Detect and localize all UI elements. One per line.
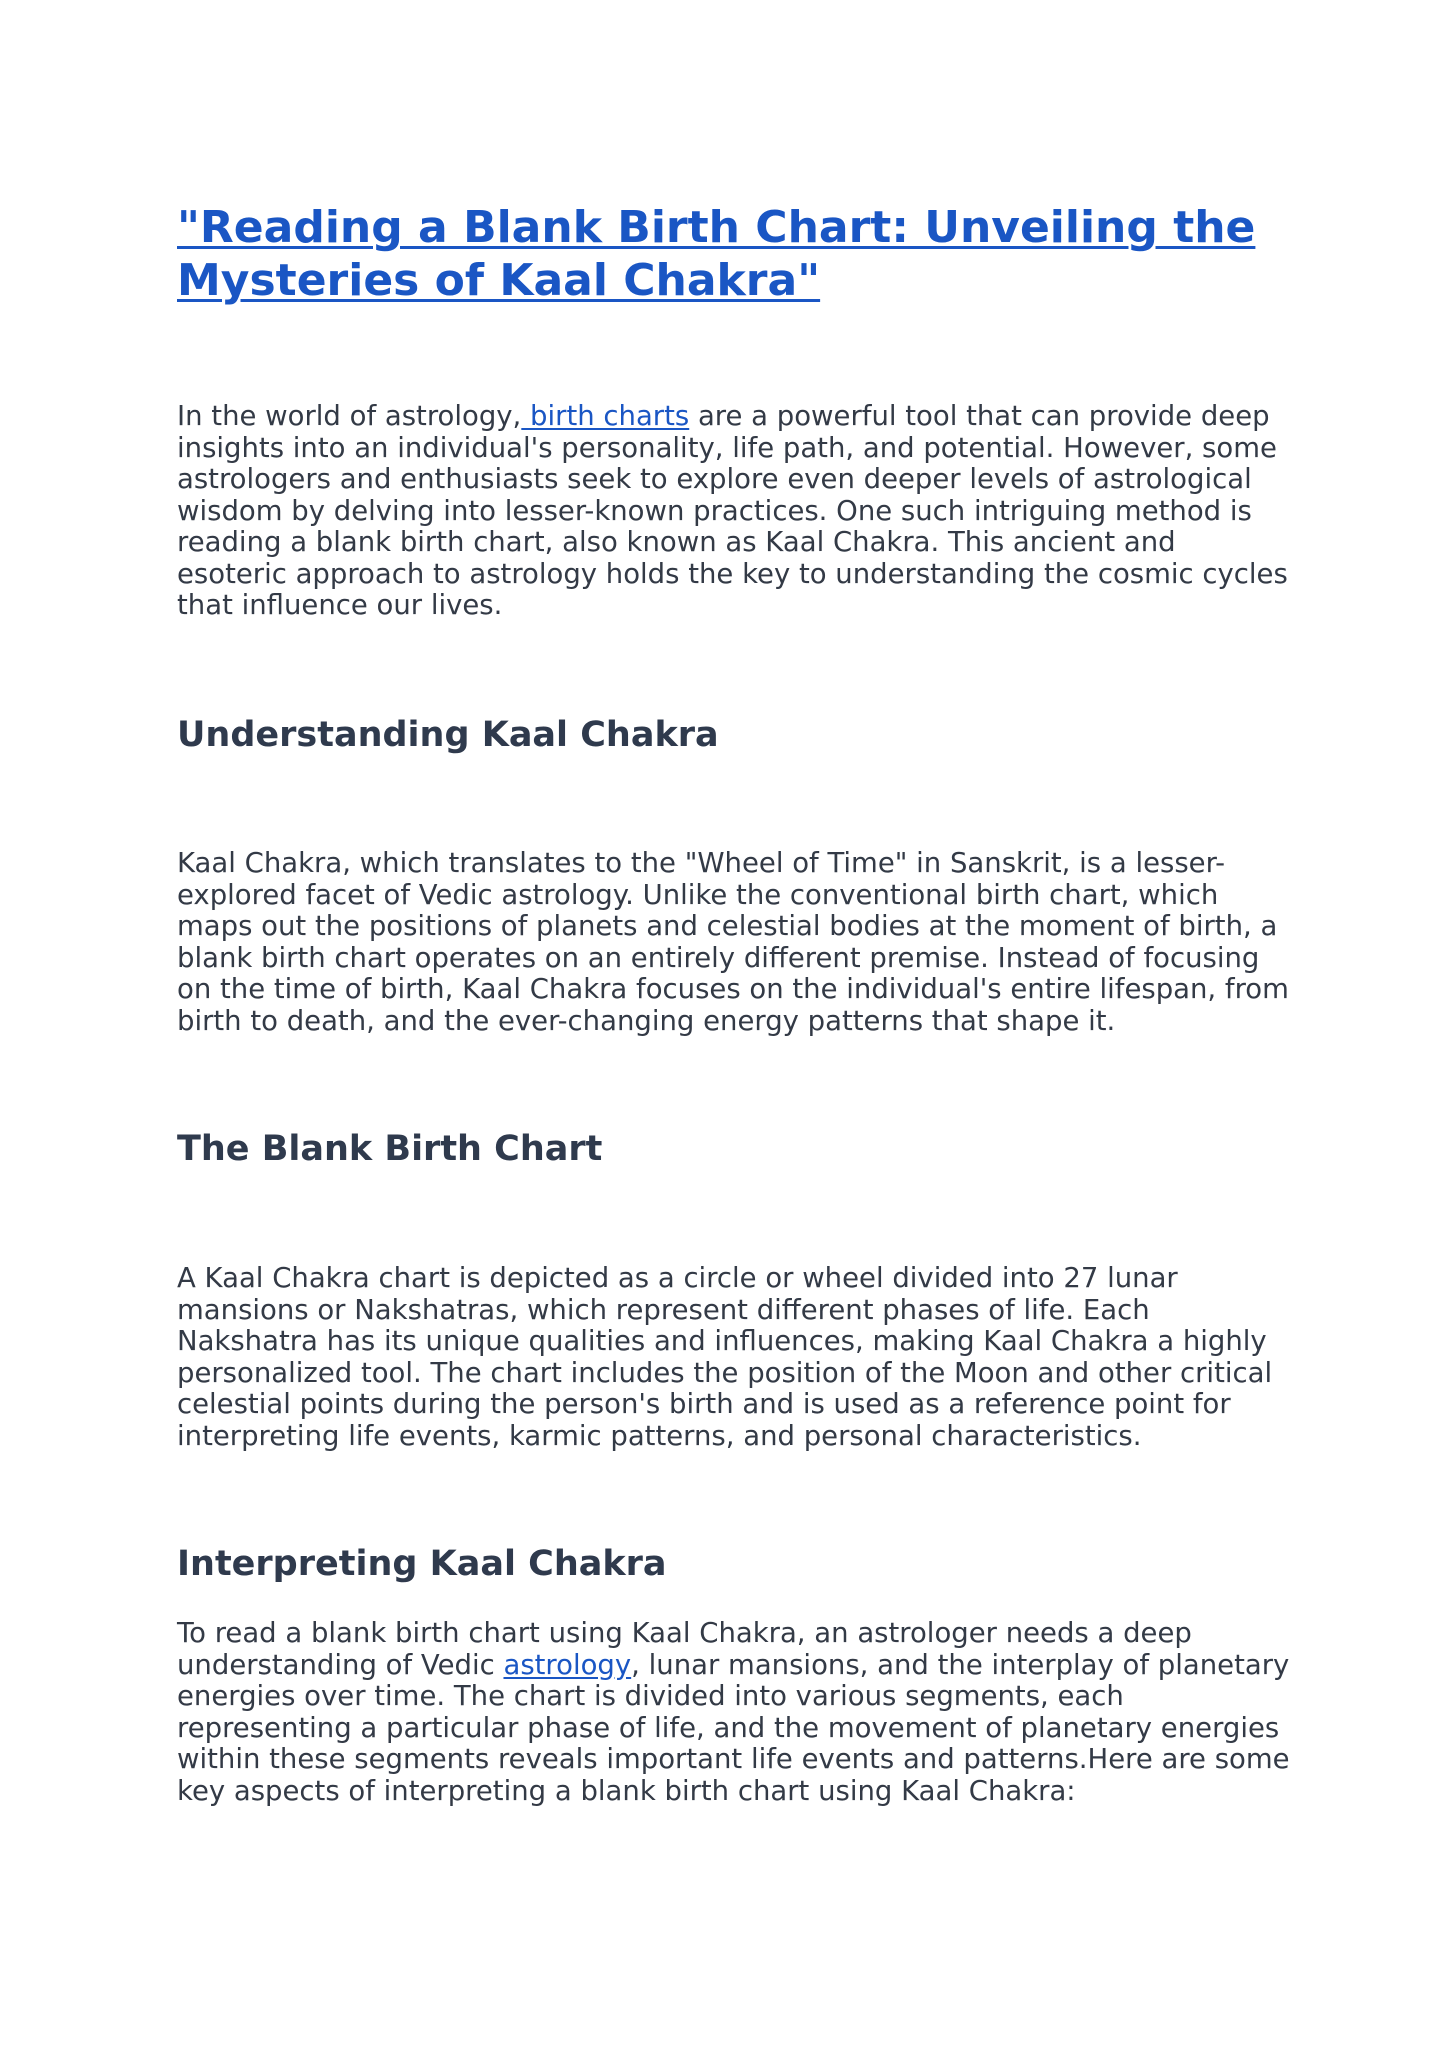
intro-text-before-link: In the world of astrology, bbox=[177, 400, 522, 432]
section-heading-blank-chart: The Blank Birth Chart bbox=[177, 1129, 603, 1169]
title-link-text: "Reading a Blank Birth Chart: Unveiling the Mysteries of Kaal Chakra" bbox=[177, 202, 1256, 306]
section-paragraph-understanding: Kaal Chakra, which translates to the "Wheel of Time" in Sanskrit, is a lesser-explored facet of Vedic astrology. Unlike the conventional birth chart, which maps out the positions of planets and celestial bodies at the moment of birth, a blank birth chart operates on an entirely different premise. Instead of focusing on the time of birth, Kaal Chakra focuses on the individual's entire lifespan, from birth to death, and the ever-changing energy patterns that shape it. bbox=[177, 847, 1289, 1037]
astrology-link[interactable]: astrology bbox=[503, 1648, 632, 1681]
page-title-link[interactable] bbox=[177, 202, 1255, 306]
intro-paragraph bbox=[177, 401, 1292, 622]
interpreting-text-before-link: To read a blank birth chart using Kaal Chakra, an astrologer needs a deep understanding of Vedic bbox=[177, 1617, 1192, 1681]
interpreting-text-after-link: , lunar mansions, and the interplay of planetary energies over time. The chart is divided into various segments, each representing a particular phase of life, and the movement of planetary energies within these segments reveals important life events and patterns.Here are some key aspects of interpreting a blank birth chart using Kaal Chakra: bbox=[177, 1648, 1290, 1807]
birth-charts-link[interactable]: birth charts bbox=[521, 400, 690, 432]
section-heading-interpreting: Interpreting Kaal Chakra bbox=[177, 1544, 667, 1584]
section-paragraph-blank-chart: A Kaal Chakra chart is depicted as a circle or wheel divided into 27 lunar mansions or Nakshatras, which represent different phases of life. Each Nakshatra has its unique qualities and influences, making Kaal Chakra a highly personalized tool. The chart includes the position of the Moon and other critical celestial points during the person's birth and is used as a reference point for interpreting life events, karmic patterns, and personal characteristics. bbox=[177, 1262, 1273, 1452]
section-heading-understanding: Understanding Kaal Chakra bbox=[177, 715, 719, 755]
section-paragraph-interpreting bbox=[177, 1618, 1292, 1807]
intro-text-after-link: are a powerful tool that can provide deep insights into an individual's personality, life path, and potential. However, some astrologers and enthusiasts seek to explore even deeper levels of astrological wisdom by delving into lesser-known practices. One such intriguing method is reading a blank birth chart, also known as Kaal Chakra. This ancient and esoteric approach to astrology holds the key to understanding the cosmic cycles that influence our lives. bbox=[177, 400, 1288, 621]
page-title bbox=[177, 201, 1292, 307]
